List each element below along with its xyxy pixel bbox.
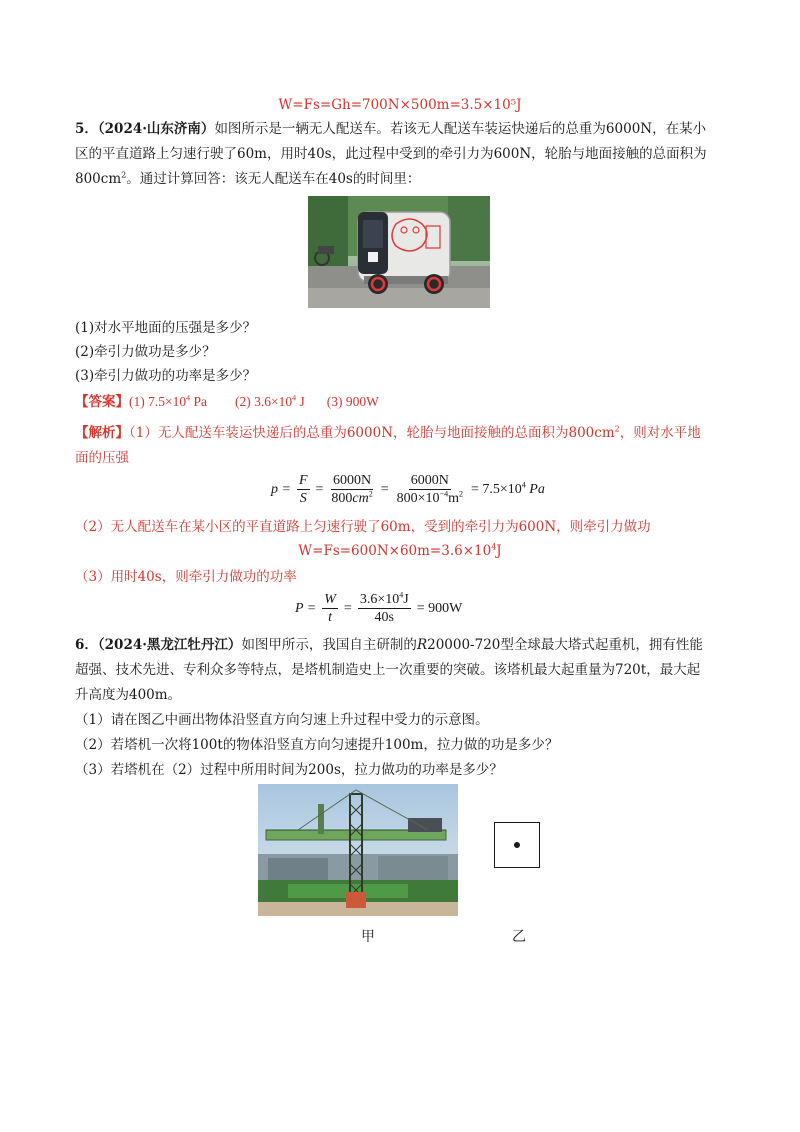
answer-1: (1) $7.5\times 10^4$ Pa <box>129 393 207 409</box>
analysis-tag: 【解析】 <box>75 425 129 441</box>
q5-sub3: (3)牵引力做功的功率是多少？ <box>75 368 257 384</box>
force-diagram-box <box>494 822 540 868</box>
q5-answer-line <box>75 392 379 412</box>
object-dot <box>514 842 520 848</box>
q5-sub1: (1)对水平地面的压强是多少？ <box>75 320 257 336</box>
analysis-line2: 面的压强 <box>75 450 129 466</box>
pressure-formula: p = $\frac{F}{S}$ = $\frac{6000N}{800cm^2}$ = $\frac{6000N}{800\times 10^{-4}m^2}$ = $7.5\times 10^4$ Pa <box>271 473 545 506</box>
analysis-line1: 【解析】（1）无人配送车装运快递后的总重为6000N，轮胎与地面接触的总面积为$800cm^2$，则对水平地 <box>75 424 701 441</box>
answer-2: (2) $3.6\times 10^4$ J <box>234 393 305 409</box>
answer-tag: 【答案】 <box>75 394 129 410</box>
q5-area: 800cm <box>75 171 122 187</box>
q5-line1 <box>75 119 706 139</box>
q5-area-exp: 2 <box>121 170 127 180</box>
q5-text-line2: 区的平直道路上匀速行驶了60m，用时40s，此过程中受到的牵引力为600N，轮胎与地面接触的总面积为 <box>75 146 707 162</box>
q6-source: （2024·黑龙江牡丹江） <box>97 637 242 653</box>
q5-sub2: (2)牵引力做功是多少？ <box>75 344 216 360</box>
caption-yi: 乙 <box>512 929 526 945</box>
q5-text-line1: 如图所示是一辆无人配送车。若该无人配送车装运快递后的总重为6000N，在某小 <box>214 121 707 137</box>
q5-text-line3: 。通过计算回答：该无人配送车在40s的时间里： <box>126 171 421 187</box>
q6-sub1: （1）请在图乙中画出物体沿竖直方向匀速上升过程中受力的示意图。 <box>75 712 489 728</box>
answer-3: (3) 900W <box>326 394 379 409</box>
power-formula: P = $\frac{W}{t}$ = $\frac{3.6\times 10^4J}{40s}$ = 900W <box>295 590 463 625</box>
tower-crane-photo <box>258 784 458 916</box>
delivery-vehicle-photo <box>308 196 490 308</box>
q5-line3 <box>75 169 420 189</box>
q6-text-line2: 超强、技术先进、专利众多等特点，是塔机制造史上一次重要的突破。该塔机最大起重量为720t，最大起 <box>75 662 701 678</box>
work-formula: $W=Fs=600N\times 60m=3.6\times 10^4J$ <box>298 542 502 559</box>
q6-sub3: （3）若塔机在（2）过程中所用时间为200s，拉力做功的功率是多少？ <box>75 762 503 778</box>
q5-source: （2024·山东济南） <box>97 121 215 137</box>
analysis-part3: （3）用时40s，则牵引力做功的功率 <box>75 569 297 585</box>
prev-answer-formula: W=Fs=Gh=700N×500m=3.5×10⁵J <box>278 97 522 113</box>
q5-number: 5． <box>75 121 98 137</box>
q6-line1: 6．（2024·黑龙江牡丹江）如图甲所示，我国自主研制的R20000-720型全球最大塔式起重机，拥有性能 <box>75 637 703 653</box>
caption-jia: 甲 <box>361 929 375 945</box>
q6-number: 6． <box>75 637 98 653</box>
analysis-part2: （2）无人配送车在某小区的平直道路上匀速行驶了60m，受到的牵引力为600N，则牵引力做功 <box>75 519 651 535</box>
q6-sub2: （2）若塔机一次将100t的物体沿竖直方向匀速提升100m，拉力做的功是多少？ <box>75 737 559 753</box>
q6-text-line3: 升高度为400m。 <box>75 687 182 703</box>
